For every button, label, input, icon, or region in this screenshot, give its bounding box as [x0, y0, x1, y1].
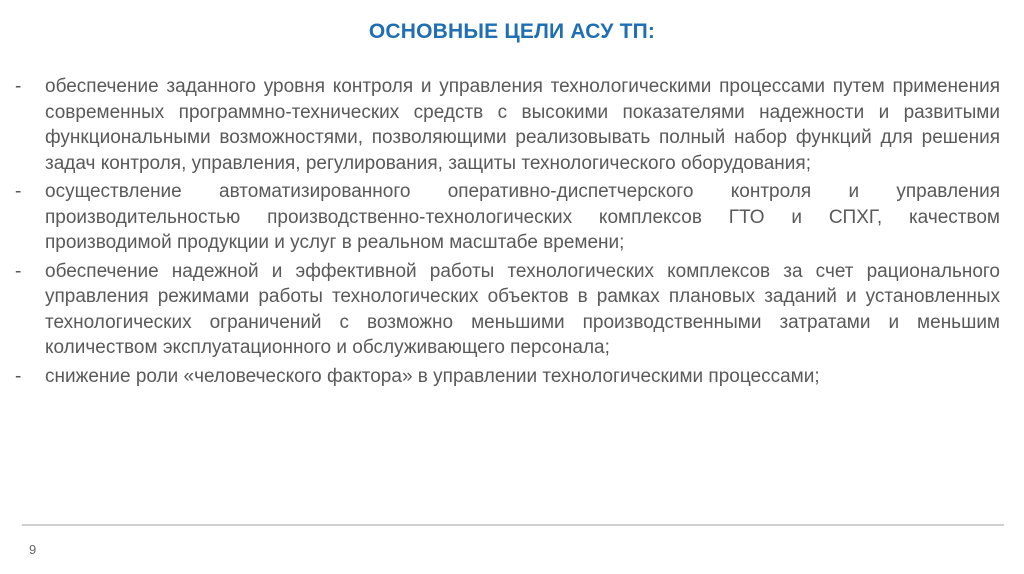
- slide-title: ОСНОВНЫЕ ЦЕЛИ АСУ ТП:: [368, 20, 656, 43]
- goal-dash: -: [15, 365, 22, 387]
- goal-text: осуществление автоматизированного оперативно-диспетчерского контроля и управления производительностью производственно-технологических комплексов ГТО и СПХГ, качеством производимой продукции и услуг в реальном масштабе времени;: [45, 181, 1000, 253]
- goals-list: [0, 74, 1024, 392]
- goal-item: [0, 179, 1024, 256]
- goal-dash: -: [15, 76, 22, 97]
- goal-item: [0, 364, 1024, 390]
- goal-text: обеспечение заданного уровня контроля и управления технологическими процессами путем применения современных программно-технических средств с высокими показателями надежности и развитыми функциональными возможностями, позволяющими реализовывать полный набор функций для решения задач контроля, управления, регулирования, защиты технологического оборудования;: [45, 76, 1000, 174]
- goal-text: обеспечение надежной и эффективной работы технологических комплексов за счет рационального управления режимами работы технологических объектов в рамках плановых заданий и установленных технологических ограничений с возможно меньшими производственными затратами и меньшим количеством эксплуатационного и обслуживающего персонала;: [45, 260, 1000, 358]
- goal-text: снижение роли «человеческого фактора» в управлении технологическими процессами;: [45, 365, 820, 387]
- goal-dash: -: [15, 181, 22, 202]
- goal-dash: -: [15, 260, 22, 282]
- goal-item: [0, 259, 1024, 361]
- goal-item: [0, 74, 1024, 176]
- footer-divider: [22, 524, 1004, 526]
- page-number: 9: [29, 542, 37, 557]
